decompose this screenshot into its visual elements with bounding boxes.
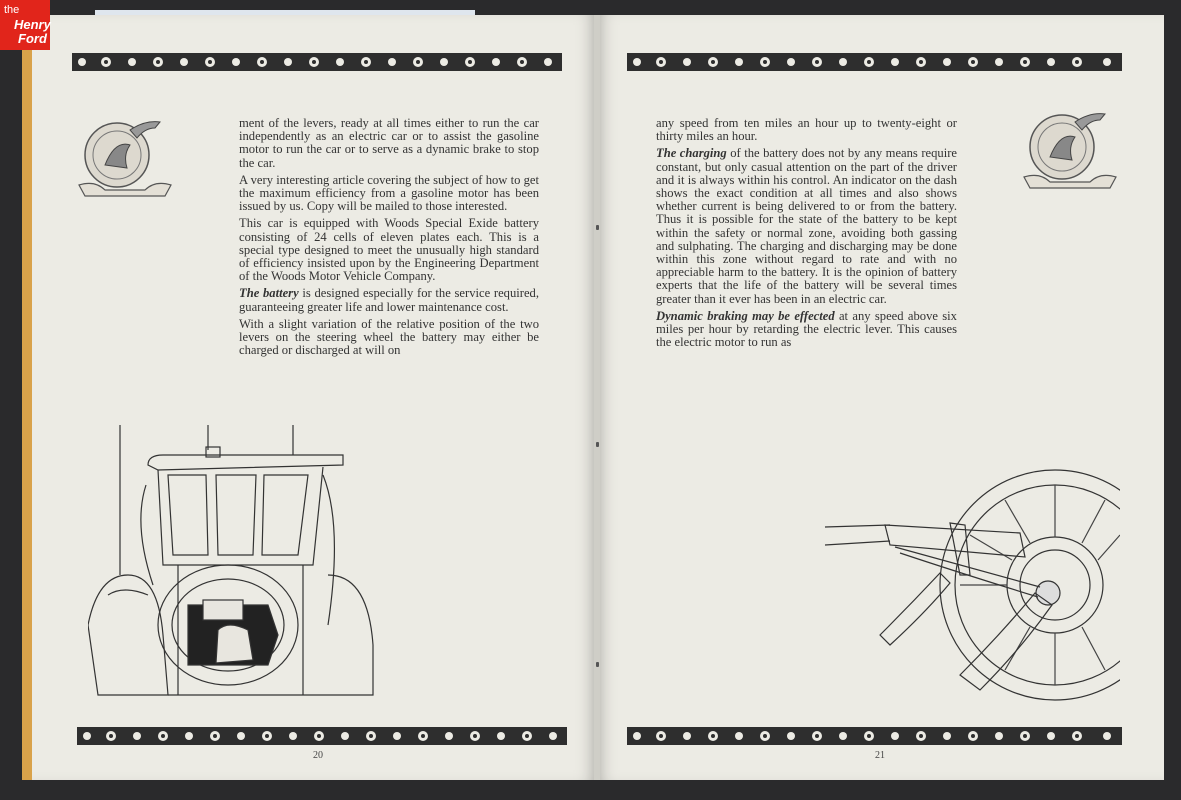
paragraph-text: of the battery does not by any means require constant, but only casual attention on the part of the driver and it is always within his control. An indicator on the dash shows the exact condition at all times and also shows whether current is being delivered to or from the battery. Thus it is possible for the state of the battery to be kept within the safety or normal zone, avoiding both gassing and sulphating. The charging and discharging may be done within this zone without regard to rate and with no appreciable harm to the battery. It is the opinion of battery experts that the life of the battery will be several times greater than it ever has been in an electric car. <box>656 146 958 306</box>
logo-text-henry: Henry <box>14 17 51 32</box>
woods-emblem-right <box>1020 102 1120 202</box>
ornamental-border-bottom-left <box>77 727 567 745</box>
paragraph-text: This car is equipped with Woods Special Exide battery consisting of 24 cells of eleven plates each. This is a special type designed to meet the unusually high standard of efficiency insisted upon by the Engineering Department of the Woods Motor Vehicle Company. <box>239 216 539 284</box>
binding-stitch <box>596 225 599 230</box>
right-page-text <box>656 117 957 353</box>
rear-axle-wheel-illustration <box>820 465 1120 715</box>
logo-text-ford: Ford <box>18 31 47 46</box>
paragraph <box>239 287 539 313</box>
page-number-right: 21 <box>875 750 885 761</box>
woods-emblem-left <box>75 110 175 210</box>
left-page-text <box>239 117 539 361</box>
logo-text-the: the <box>4 4 20 16</box>
paragraph-text: at any speed above six miles per hour by retarding the electric lever. This causes the electric motor to run as <box>656 308 957 350</box>
paragraph-text: any speed from ten miles an hour up to twenty-eight or thirty miles an hour. <box>656 116 957 144</box>
ornamental-border-top-right <box>627 53 1122 71</box>
paragraph-text: With a slight variation of the relative position of the two levers on the steering wheel the battery may either be charged or discharged at will on <box>239 316 539 358</box>
paragraph-lead: The charging <box>656 146 727 161</box>
paragraph <box>239 217 539 283</box>
ornamental-border-top-left <box>72 53 562 71</box>
paragraph <box>239 117 539 170</box>
paragraph <box>656 147 957 305</box>
paragraph <box>656 310 957 350</box>
paragraph-text: is designed especially for the service required, guaranteeing greater life and lower maintenance cost. <box>239 286 539 314</box>
paragraph <box>656 117 957 143</box>
paragraph-text: ment of the levers, ready at all times either to run the car independently as an electric car or to assist the gasoline motor to run the car or to serve as a dynamic brake to stop the car. <box>239 116 539 170</box>
car-rear-battery-illustration <box>88 425 378 715</box>
ornamental-border-bottom-right <box>627 727 1122 745</box>
paragraph <box>239 174 539 214</box>
paragraph-text: A very interesting article covering the subject of how to get the maximum efficiency from a gasoline motor has been issued by us. Copy will be mailed to those interested. <box>239 172 539 214</box>
paragraph-lead: The battery <box>239 286 299 301</box>
binding-stitch <box>596 442 599 447</box>
paragraph <box>239 318 539 358</box>
binding-stitch <box>596 662 599 667</box>
paragraph-lead: Dynamic braking may be effected <box>656 308 835 323</box>
page-number-left: 20 <box>313 750 323 761</box>
henry-ford-logo <box>0 0 50 50</box>
